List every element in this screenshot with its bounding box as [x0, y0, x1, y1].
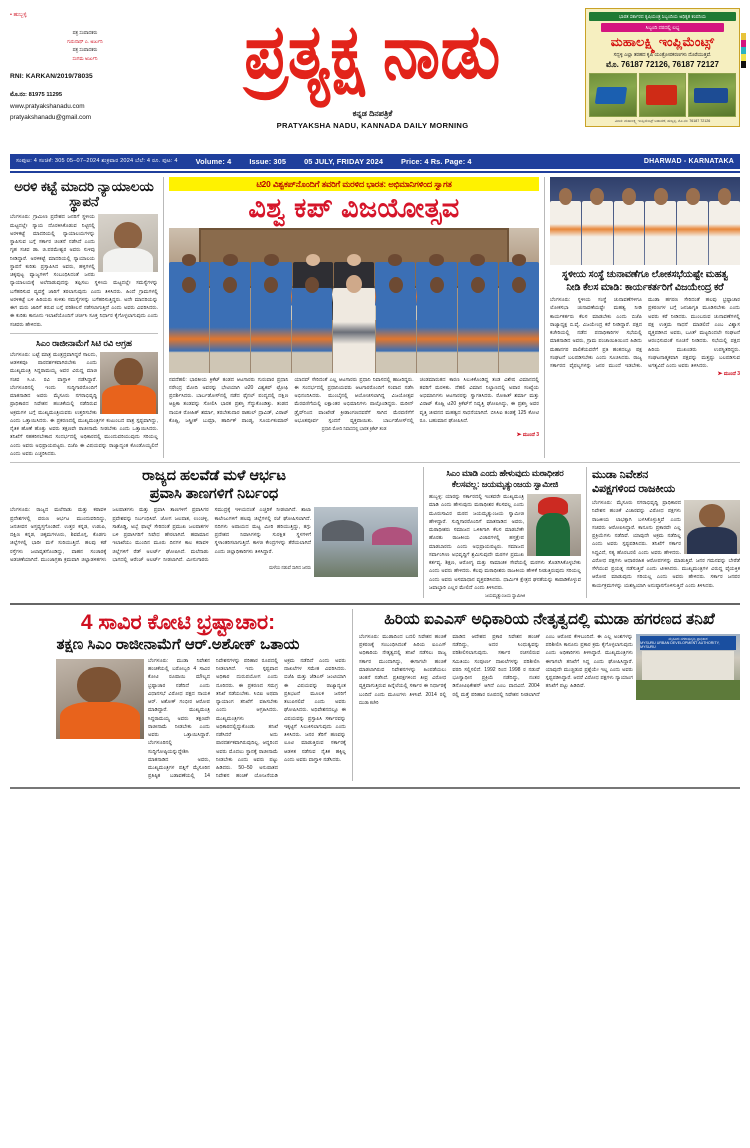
photo-ct-ravi — [100, 352, 158, 414]
photo-muda-office — [636, 634, 740, 700]
article-headline: ಸಿಎಂ ರಾಜೀನಾಮೆಗೆ ಸಿಟಿ ರವಿ ಆಗ್ರಹ — [36, 337, 132, 348]
article-kicker: ಟಿ20 ವಿಶ್ವಕಪ್‌ನೊಂದಿಗೆ ತವರಿಗೆ ಮರಳಿದ ಭಾರತ: ಅಭಿಮಾನಿಗಳಿಂದ ಸ್ವಾಗತ — [169, 177, 539, 191]
article-rain[interactable] — [10, 467, 418, 598]
article-headline-line1: ರಾಜ್ಯದ ಹಲವೆಡೆ ಮಳೆ ಆರ್ಭಟ — [142, 468, 286, 485]
photo-parameshwara — [98, 214, 158, 272]
article-headline: ಹಿರಿಯ ಐಎಎಸ್ ಅಧಿಕಾರಿಯ ನೇತೃತ್ವದಲ್ಲಿ ಮುಡಾ ಹಗರಣದ ತನಿಖೆ — [384, 611, 715, 629]
article-headline-line2: ಕೆಲಸವಲ್ಲ: ಜಯಮೃತ್ಯುಂಜಯ ಸ್ವಾಮೀಜಿ — [451, 479, 559, 490]
info-price: Price: 4 Rs. Page: 4 — [401, 157, 472, 166]
info-date: 05 JULY, FRIDAY 2024 — [304, 157, 384, 166]
masthead-advertisement — [585, 8, 740, 127]
credit-line-2: ಗುರುನಾಥ್ ಎ. ಅರ್ಜುನಿ — [67, 38, 103, 44]
ad-banner-line-1: ಭಾರತ ಸರ್ಕಾರದ ಕೃಷಿಯಂತ್ರ ಸಿಬ್ಬಂದಿಯ ಅಧಿಕೃತ ಕಂಪನಿಯ — [589, 12, 736, 21]
article-headline-line2: ಪ್ರವಾಸಿ ತಾಣಗಳಿಗೆ ನಿರ್ಬಂಧ — [149, 486, 279, 503]
credit-line-1: ಪತ್ರ ಸಂಪಾದಕರು — [72, 30, 98, 35]
photo-caption: ಮುಡಾ ಕಚೇರಿ — [359, 699, 379, 705]
article-swamiji[interactable] — [423, 467, 581, 598]
muda-sign-kannada: ಮೈಸೂರು ನಗರಾಭಿವೃದ್ಧಿ ಪ್ರಾಧಿಕಾರ — [668, 636, 708, 641]
bottom-section — [10, 609, 740, 781]
newspaper-logo: ಪ್ರತ್ಯಕ್ಷ ನಾಡು — [244, 10, 501, 95]
article-headline-line1: ಸ್ಥಳೀಯ ಸಂಸ್ಥೆ ಚುನಾವಣೆಗೂ ಲೋಕಸಭೆಯಷ್ಟೇ ಮಹತ್ವ — [562, 268, 728, 280]
article-headline-line2: ವಿಪಕ್ಷಗಳಿಂದ ರಾಜಕೀಯ — [592, 483, 676, 496]
ad-banner-line-2: ಸಿಬ್ಬಂದಿ ದರದಲ್ಲಿ ಲಭ್ಯ — [601, 23, 724, 32]
masthead-contact — [10, 90, 160, 124]
article-world-cup[interactable] — [169, 177, 539, 439]
article-body: ಬೆಂಗಳೂರು: ರಾಜ್ಯದ ಮಲೆನಾಡು ಮತ್ತು ಕರಾವಳಿ ಪ್ರದೇಶಗಳಲ್ಲಿ ವರುಣ ಆರ್ಭಟ ಮುಂದುವರಿದಿದ್ದು, ಜನಜೀವನ ಅಸ್ತವ್ಯಸ್ತಗೊಂಡಿದೆ. ಉತ್ತರ ಕನ್ನಡ, ಉಡುಪಿ, ದಕ್ಷಿಣ ಕನ್ನಡ, ಚಿಕ್ಕಮಗಳೂರು, ಶಿವಮೊಗ್ಗ, ಕೊಡಗು ಜಿಲ್ಲೆಗಳಲ್ಲಿ ಭಾರೀ ಮಳೆ ಸುರಿಯುತ್ತಿದೆ. ಹಲವು ಕಡೆ ರಸ್ತೆಗಳು ಜಲಾವೃತಗೊಂಡಿದ್ದು, ವಾಹನ ಸಂಚಾರಕ್ಕೆ ಅಡಚಣೆಯಾಗಿದೆ. ಮುಂಜಾಗ್ರತಾ ಕ್ರಮವಾಗಿ ಜಿಲ್ಲಾಡಳಿತಗಳು ಜಲಪಾತಗಳು ಮತ್ತು ಪ್ರವಾಸಿ ತಾಣಗಳಿಗೆ ಪ್ರವಾಸಿಗರ ಪ್ರವೇಶವನ್ನು ನಿರ್ಬಂಧಿಸಿವೆ. ಜೋಗ ಜಲಪಾತ, ಉಂಚಳ್ಳಿ, ಸಾತೊಡ್ಡಿ, ಅಬ್ಬೆ ಫಾಲ್ಸ್ ಸೇರಿದಂತೆ ಪ್ರಮುಖ ಜಲಪಾತಗಳ ಬಳಿ ಪ್ರವಾಸಿಗರಿಗೆ ನಿಷೇಧ ಹೇರಲಾಗಿದೆ. ಹವಾಮಾನ ಇಲಾಖೆಯು ಮುಂದಿನ ಮೂರು ದಿನಗಳ ಕಾಲ ಕರಾವಳಿ ಜಿಲ್ಲೆಗಳಿಗೆ ರೆಡ್ ಅಲರ್ಟ್ ಘೋಷಿಸಿದೆ. ಮಲೆನಾಡು ಭಾಗದಲ್ಲಿ ಆರೆಂಜ್ ಅಲರ್ಟ್ ನೀಡಲಾಗಿದೆ. ಮೀನುಗಾರರು ಸಮುದ್ರಕ್ಕೆ ಇಳಿಯದಂತೆ ಎಚ್ಚರಿಕೆ ನೀಡಲಾಗಿದೆ. ಶಾಲಾ ಕಾಲೇಜುಗಳಿಗೆ ಹಲವು ಜಿಲ್ಲೆಗಳಲ್ಲಿ ರಜೆ ಘೋಷಿಸಲಾಗಿದೆ. ನದಿಗಳು ಅಪಾಯದ ಮಟ್ಟ ಮೀರಿ ಹರಿಯುತ್ತಿದ್ದು, ತಗ್ಗು ಪ್ರದೇಶದ ನಿವಾಸಿಗಳನ್ನು ಸುರಕ್ಷಿತ ಸ್ಥಳಗಳಿಗೆ ಸ್ಥಳಾಂತರಿಸಲಾಗುತ್ತಿದೆ. ಕಾಳಜಿ ಕೇಂದ್ರಗಳನ್ನು ತೆರೆಯಲಾಗಿದೆ ಎಂದು ಜಿಲ್ಲಾಧಿಕಾರಿಗಳು ತಿಳಿಸಿದ್ದಾರೆ. — [10, 507, 311, 563]
print-color-bars — [741, 33, 746, 68]
photo-minister — [684, 500, 740, 554]
photo-caption: ಪ್ರಧಾನಿ ಮೋದಿ ನಿವಾಸದಲ್ಲಿ ಭಾರತ ಕ್ರಿಕೆಟ್ ತಂಡ — [321, 426, 387, 432]
masthead-credits — [10, 29, 160, 64]
article-body: ಬೆಂಗಳೂರು: ಬಟ್ಟೆ ಮಾತ್ರ ಮಂತ್ರದ್ರವಾಗಿದ್ದರೆ ಸಾಲದು, ಆಡಳಿತವೂ ಪಾರದರ್ಶಕವಾಗಿರಬೇಕು ಎಂದು ಮುಖ್ಯಮಂತ್ರಿ ಸಿದ್ದರಾಮಯ್ಯ ಅವರ ವಿರುದ್ಧ ಮಾಜಿ ಸಚಿವ ಸಿ.ಟಿ. ರವಿ ವಾಗ್ದಾಳಿ ನಡೆಸಿದ್ದಾರೆ. ಬೆಂಗಳೂರಿನಲ್ಲಿ ಇಂದು ಸುದ್ದಿಗಾರರೊಂದಿಗೆ ಮಾತನಾಡಿದ ಅವರು ಮೈಸೂರು ನಗರಾಭಿವೃದ್ಧಿ ಪ್ರಾಧಿಕಾರದ ನಿವೇಶನ ಹಂಚಿಕೆಯಲ್ಲಿ ನಡೆದಿರುವ ಅಕ್ರಮಗಳ ಬಗ್ಗೆ ಮುಖ್ಯಮಂತ್ರಿಯವರು ಉತ್ತರಿಸಬೇಕು ಎಂದು ಒತ್ತಾಯಿಸಿದರು. ಈ ಪ್ರಕರಣದಲ್ಲಿ ಮುಖ್ಯಮಂತ್ರಿಗಳ ಕುಟುಂಬದ ಪಾತ್ರ ಸ್ಪಷ್ಟವಾಗಿದ್ದು, ನೈತಿಕ ಹೊಣೆ ಹೊತ್ತು ಅವರು ತಕ್ಷಣವೇ ರಾಜೀನಾಮೆ ನೀಡಬೇಕು ಎಂದು ಒತ್ತಾಯಿಸಿದರು. ತನಿಖೆಗೆ ಸಹಕರಿಸಬೇಕಾದ ಸಂದರ್ಭದಲ್ಲಿ ಅಧಿಕಾರದಲ್ಲಿ ಮುಂದುವರಿಯುವುದು ಸರಿಯಲ್ಲ ಎಂದು ಅವರು ಅಭಿಪ್ರಾಯಪಟ್ಟರು. ಬಿಜೆಪಿ ಈ ವಿಷಯವನ್ನು ರಾಜ್ಯಾದ್ಯಂತ ಕೊಂಡೊಯ್ಯಲಿದೆ ಎಂದು ಅವರು ಎಚ್ಚರಿಸಿದರು. — [10, 351, 158, 457]
photo-team-with-pm — [169, 228, 539, 373]
main-column — [163, 177, 539, 459]
article-ct-ravi[interactable] — [10, 338, 158, 458]
photo-row-front — [169, 288, 539, 372]
masthead — [0, 0, 750, 150]
article-muda-politics[interactable] — [586, 467, 740, 598]
article-ashok-corruption[interactable] — [10, 609, 346, 781]
ad-subtitle: ಸದ್ಬಳ್ಳಿ ಎಲ್ಲಾ ತರಹದ ಕೃಷಿ ಯಂತ್ರೋಪಕರಣಗಳು ದೊರೆಯುತ್ತವೆ. — [613, 53, 712, 58]
article-arali-katte[interactable] — [10, 179, 158, 329]
ad-image-rotavator — [639, 73, 687, 117]
photo-leaders-row — [550, 201, 740, 264]
continue-marker[interactable]: ➤ ಮುಂದೆ 3 — [717, 371, 740, 378]
article-body: ಬೆಂಗಳೂರು: ಸ್ಥಳೀಯ ಸಂಸ್ಥೆ ಚುನಾವಣೆಗಳಿಗೂ ಲೋಕಸಭಾ ಚುನಾವಣೆಯಷ್ಟೇ ಮಹತ್ವ ನೀಡಿ ಕಾರ್ಯಕರ್ತರು ಕೆಲಸ ಮಾಡಬೇಕು ಎಂದು ಬಿಜೆಪಿ ರಾಜ್ಯಾಧ್ಯಕ್ಷ ಬಿ.ವೈ. ವಿಜಯೇಂದ್ರ ಕರೆ ನೀಡಿದ್ದಾರೆ. ಪಕ್ಷದ ಕಚೇರಿಯಲ್ಲಿ ನಡೆದ ಪದಾಧಿಕಾರಿಗಳ ಸಭೆಯಲ್ಲಿ ಮಾತನಾಡಿದ ಅವರು, ಗ್ರಾಮ ಪಂಚಾಯಿತಿಯಿಂದ ಹಿಡಿದು ಮಹಾನಗರ ಪಾಲಿಕೆಯವರೆಗೆ ಪ್ರತಿ ಹಂತದಲ್ಲೂ ಪಕ್ಷ ಸಂಘಟನೆ ಬಲಪಡಿಸಬೇಕು ಎಂದು ಸೂಚಿಸಿದರು. ರಾಜ್ಯ ಸರ್ಕಾರದ ವೈಫಲ್ಯಗಳನ್ನು ಜನರ ಮುಂದೆ ಇಡಬೇಕು. ಮುಡಾ ಹಗರಣ ಸೇರಿದಂತೆ ಹಲವು ಭ್ರಷ್ಟಾಚಾರ ಪ್ರಕರಣಗಳ ಬಗ್ಗೆ ಜನಜಾಗೃತಿ ಮೂಡಿಸಬೇಕು ಎಂದು ಅವರು ಕರೆ ನೀಡಿದರು. ಮುಂಬರುವ ಚುನಾವಣೆಗಳಲ್ಲಿ ಪಕ್ಷ ಉತ್ತಮ ಸಾಧನೆ ಮಾಡಲಿದೆ ಎಂಬ ವಿಶ್ವಾಸ ವ್ಯಕ್ತಪಡಿಸಿದ ಅವರು, ಬೂತ್ ಮಟ್ಟದಿಂದಲೇ ಸಂಘಟನೆ ಆರಂಭಿಸುವಂತೆ ಸೂಚನೆ ನೀಡಿದರು. ಸಭೆಯಲ್ಲಿ ಪಕ್ಷದ ಹಿರಿಯ ಮುಖಂಡರು ಉಪಸ್ಥಿತರಿದ್ದರು. ಸಂಘಟನಾತ್ಮಕವಾಗಿ ಪಕ್ಷವನ್ನು ಮತ್ತಷ್ಟು ಬಲಪಡಿಸುವ ಅಗತ್ಯವಿದೆ ಎಂದು ಅವರು ತಿಳಿಸಿದರು. — [550, 297, 740, 370]
page-footer-rule — [10, 787, 740, 789]
photo-r-ashok — [56, 659, 144, 739]
credit-line-4: ಸಂಗಮ ಅರ್ಜುನಿ — [72, 56, 98, 62]
ad-image-trailer — [688, 73, 736, 117]
info-issue: Issue: 305 — [249, 157, 287, 166]
contact-website[interactable]: www.pratyakshanadu.com — [10, 102, 85, 110]
article-vijayendra[interactable] — [550, 269, 740, 378]
contact-phone: ಮೊ.ನಂ: 81975 11295 — [10, 91, 63, 98]
rni-number: RNI: KARKAN/2019/78035 — [10, 72, 93, 80]
muda-signboard — [640, 636, 736, 649]
article-muda-probe[interactable] — [352, 609, 740, 781]
ad-product-images — [589, 73, 736, 117]
main-headline: ವಿಶ್ವ ಕಪ್ ವಿಜಯೋತ್ಸವ — [248, 192, 460, 223]
article-headline-line2: ನೀಡಿ ಕೆಲಸ ಮಾಡಿ: ಕಾರ್ಯಕರ್ತರಿಗೆ ವಿಜಯೇಂದ್ರ ಕರೆ — [566, 281, 724, 293]
ad-title: ಮಹಾಲಕ್ಷ್ಮಿ ಇಂಪ್ಲಿಮೆಂಟ್ಸ್ — [610, 35, 715, 49]
article-headline-red: 4 ಸಾವಿರ ಕೋಟಿ ಭ್ರಷ್ಟಾಚಾರ: — [80, 611, 276, 635]
page-content — [0, 173, 750, 781]
ad-image-plough — [589, 73, 637, 117]
ad-footer-address: ವಿಳಾಸ: ಮಹಾಲಕ್ಷ್ಮಿ ಇಂಪ್ಲಿಮೆಂಟ್ಸ್ ಬಡಾವಣೆ, ಹುಬ್ಬಳ್ಳಿ, ಮೊ.ನಂ: 76187 72126 — [614, 119, 711, 123]
photo-bjp-leaders — [550, 177, 740, 265]
ad-phone: ಮೊ. 76187 72126, 76187 72127 — [606, 60, 719, 69]
article-headline: ಅರಳಿ ಕಟ್ಟೆ ಮಾದರಿ ನ್ಯಾಯಾಲಯ ಸ್ಥಾಪನೆ — [14, 178, 154, 210]
top-bottom-divider — [10, 462, 740, 463]
article-body: ಬೆಂಗಳೂರು: ಗ್ರಾಮೀಣ ಪ್ರದೇಶದ ಜನರಿಗೆ ಸ್ಥಳೀಯ ಮಟ್ಟದಲ್ಲೇ ನ್ಯಾಯ ದೊರಕಿಸಿಕೊಡುವ ನಿಟ್ಟಿನಲ್ಲಿ ಅರಳಿಕಟ್ಟೆ ಮಾದರಿಯಲ್ಲಿ ನ್ಯಾಯಾಲಯಗಳನ್ನು ಸ್ಥಾಪಿಸುವ ಬಗ್ಗೆ ಸರ್ಕಾರ ಚಿಂತನೆ ನಡೆಸಿದೆ ಎಂದು ಗೃಹ ಸಚಿವ ಡಾ. ಜಿ.ಪರಮೇಶ್ವರ ಅವರು ಸುಳಿವು ನೀಡಿದ್ದಾರೆ. ಅರಳಿಕಟ್ಟೆ ಮಾದರಿಯಲ್ಲಿ ನ್ಯಾಯಾಲಯ ಸ್ಥಾಪನೆ ಕುರಿತು ಪ್ರಸ್ತಾಪಿಸಿದ ಅವರು, ಹಳ್ಳಿಗಳಲ್ಲಿ ಚಿಕ್ಕಪುಟ್ಟ ವ್ಯಾಜ್ಯಗಳಿಗೆ ಸಂಬಂಧಿಸಿದಂತೆ ಜನರು ನ್ಯಾಯಾಲಯಕ್ಕೆ ಅಲೆದಾಡುವುದನ್ನು ತಪ್ಪಿಸಲು ಸ್ಥಳೀಯ ಮಟ್ಟದಲ್ಲೇ ಸಮಸ್ಯೆಗಳನ್ನು ಬಗೆಹರಿಸುವ ವ್ಯವಸ್ಥೆ ಜಾರಿಗೆ ತರಲಾಗುವುದು ಎಂದು ತಿಳಿಸಿದರು. ಹಿಂದೆ ಗ್ರಾಮಗಳಲ್ಲಿ ಅರಳಿಕಟ್ಟೆ ಬಳಿ ಹಿರಿಯರು ಕುಳಿತು ಸಮಸ್ಯೆಗಳನ್ನು ಬಗೆಹರಿಸುತ್ತಿದ್ದರು. ಅದೇ ಮಾದರಿಯನ್ನು ಈಗ ಮರು ಜಾರಿಗೆ ತರುವ ಬಗ್ಗೆ ಪರಿಶೀಲನೆ ನಡೆಸಲಾಗುತ್ತಿದೆ ಎಂದು ಅವರು ವಿವರಿಸಿದರು. ಈ ಕುರಿತು ಕಾನೂನು ಇಲಾಖೆಯೊಂದಿಗೆ ಚರ್ಚಿಸಿ ಸೂಕ್ತ ನಿರ್ಧಾರ ಕೈಗೊಳ್ಳಲಾಗುವುದು ಎಂದು ಸಚಿವರು ಹೇಳಿದರು. — [10, 214, 158, 328]
muda-sign-english: MYSURU URBAN DEVELOPMENT AUTHORITY, MYSURU — [640, 640, 720, 650]
article-body: ನವದೆಹಲಿ: ಭಾರತೀಯ ಕ್ರಿಕೆಟ್ ತಂಡದ ಆಟಗಾರರು ಗುರುವಾರ ಪ್ರಧಾನಿ ನರೇಂದ್ರ ಮೋದಿ ಅವರನ್ನು ಭೇಟಿಯಾಗಿ ಟಿ20 ವಿಶ್ವಕಪ್ ಟ್ರೋಫಿ ಪ್ರದರ್ಶಿಸಿದರು. ಬಾರ್ಬಡೋಸ್‌ನಲ್ಲಿ ನಡೆದ ಫೈನಲ್ ಪಂದ್ಯದಲ್ಲಿ ದಕ್ಷಿಣ ಆಫ್ರಿಕಾ ತಂಡವನ್ನು ಸೋಲಿಸಿ ಭಾರತ ಪ್ರಶಸ್ತಿ ಗೆದ್ದುಕೊಂಡಿತ್ತು. ತಂಡದ ನಾಯಕ ರೋಹಿತ್ ಶರ್ಮಾ, ತರಬೇತುದಾರ ರಾಹುಲ್ ದ್ರಾವಿಡ್, ವಿರಾಟ್ ಕೊಹ್ಲಿ, ಜಸ್ಪ್ರೀತ್ ಬುಮ್ರಾ, ಹಾರ್ದಿಕ್ ಪಾಂಡ್ಯ, ಸೂರ್ಯಕುಮಾರ್ ಯಾದವ್ ಸೇರಿದಂತೆ ಎಲ್ಲ ಆಟಗಾರರು ಪ್ರಧಾನಿ ನಿವಾಸದಲ್ಲಿ ಹಾಜರಿದ್ದರು. ಈ ಸಂದರ್ಭದಲ್ಲಿ ಪ್ರಧಾನಿಯವರು ಆಟಗಾರರೊಂದಿಗೆ ಸಂವಾದ ನಡೆಸಿ ಅಭಿನಂದಿಸಿದರು. ಮುಂಬೈನಲ್ಲಿ ಆಯೋಜಿಸಲಾಗಿದ್ದ ವಿಜಯೋತ್ಸವ ಮೆರವಣಿಗೆಯಲ್ಲಿ ಲಕ್ಷಾಂತರ ಅಭಿಮಾನಿಗಳು ಪಾಲ್ಗೊಂಡಿದ್ದರು. ಮರೀನ್ ಡ್ರೈವ್‌ನಿಂದ ವಾಂಖೇಡೆ ಕ್ರೀಡಾಂಗಣದವರೆಗೆ ಸಾಗಿದ ಮೆರವಣಿಗೆಗೆ ಅಭೂತಪೂರ್ವ ಸ್ಪಂದನೆ ವ್ಯಕ್ತವಾಯಿತು. ಬಾರ್ಬಡೋಸ್‌ನಲ್ಲಿ ಚಂಡಮಾರುತದ ಕಾರಣ ಸಿಲುಕಿಕೊಂಡಿದ್ದ ತಂಡ ವಿಶೇಷ ವಿಮಾನದಲ್ಲಿ ತವರಿಗೆ ಮರಳಿತು. ದೆಹಲಿ ವಿಮಾನ ನಿಲ್ದಾಣದಲ್ಲಿ ಅಪಾರ ಸಂಖ್ಯೆಯ ಅಭಿಮಾನಿಗಳು ಆಟಗಾರರನ್ನು ಸ್ವಾಗತಿಸಿದರು. ರೋಹಿತ್ ಶರ್ಮಾ ಮತ್ತು ವಿರಾಟ್ ಕೊಹ್ಲಿ ಟಿ20 ಕ್ರಿಕೆಟ್‌ಗೆ ನಿವೃತ್ತಿ ಘೋಷಿಸಿದ್ದು, ಈ ಪ್ರಶಸ್ತಿ ಅವರ ವೃತ್ತಿ ಜೀವನದ ಮಹತ್ವದ ಸಾಧನೆಯಾಗಿದೆ. ಬಿಸಿಸಿಐ ತಂಡಕ್ಕೆ 125 ಕೋಟಿ ರೂ. ಬಹುಮಾನ ಘೋಷಿಸಿದೆ. — [169, 376, 539, 424]
article-body: ಬೆಂಗಳೂರು: ಮೈಸೂರು ನಗರಾಭಿವೃದ್ಧಿ ಪ್ರಾಧಿಕಾರದ ನಿವೇಶನ ಹಂಚಿಕೆ ವಿಚಾರವನ್ನು ವಿರೋಧ ಪಕ್ಷಗಳು ರಾಜಕೀಯ ಲಾಭಕ್ಕಾಗಿ ಬಳಸಿಕೊಳ್ಳುತ್ತಿವೆ ಎಂದು ಸಚಿವರು ಆರೋಪಿಸಿದ್ದಾರೆ. ಕಾನೂನು ಪ್ರಕಾರವೇ ಎಲ್ಲ ಪ್ರಕ್ರಿಯೆಗಳು ನಡೆದಿವೆ. ಯಾವುದೇ ಅಕ್ರಮ ನಡೆದಿಲ್ಲ ಎಂದು ಅವರು ಸ್ಪಷ್ಟಪಡಿಸಿದರು. ತನಿಖೆಗೆ ಸರ್ಕಾರ ಸಿದ್ಧವಿದೆ, ಸತ್ಯ ಹೊರಬರಲಿ ಎಂದು ಅವರು ಹೇಳಿದರು. ವಿರೋಧ ಪಕ್ಷಗಳು ಆಧಾರರಹಿತ ಆರೋಪಗಳನ್ನು ಮಾಡುತ್ತಿವೆ. ಜನರ ಗಮನವನ್ನು ಬೇರೆಡೆ ಸೆಳೆಯುವ ಪ್ರಯತ್ನ ನಡೆಸುತ್ತಿವೆ ಎಂದು ಟೀಕಿಸಿದರು. ಮುಖ್ಯಮಂತ್ರಿಗಳ ವಿರುದ್ಧ ವೈಯಕ್ತಿಕ ಆರೋಪ ಮಾಡುವುದು ಸರಿಯಲ್ಲ ಎಂದು ಅವರು ಹೇಳಿದರು. ಸರ್ಕಾರ ಜನಪರ ಕಾರ್ಯಕ್ರಮಗಳನ್ನು ಯಶಸ್ವಿಯಾಗಿ ಅನುಷ್ಠಾನಗೊಳಿಸುತ್ತಿದೆ ಎಂದು ತಿಳಿಸಿದರು. — [592, 500, 740, 589]
left-column — [10, 177, 158, 459]
article-body: ಹುಬ್ಬಳ್ಳಿ: ಯಾರನ್ನು ಸರ್ಕಾರದಲ್ಲಿ ಇಂತವರೇ ಮುಖ್ಯಮಂತ್ರಿ ಮಾಡಿ ಎಂದು ಹೇಳುವುದು ಮಠಾಧೀಶರ ಕೆಲಸವಲ್ಲ ಎಂದು ಮೂರುಸಾವಿರ ಮಠದ ಜಯಮೃತ್ಯುಂಜಯ ಸ್ವಾಮೀಜಿ ಹೇಳಿದ್ದಾರೆ. ಸುದ್ದಿಗಾರರೊಂದಿಗೆ ಮಾತನಾಡಿದ ಅವರು, ಮಠಾಧೀಶರು ಸಮಾಜದ ಒಳಿತಿಗಾಗಿ ಕೆಲಸ ಮಾಡಬೇಕೇ ಹೊರತು ರಾಜಕೀಯ ವಿಚಾರಗಳಲ್ಲಿ ಹಸ್ತಕ್ಷೇಪ ಮಾಡಬಾರದು ಎಂದು ಅಭಿಪ್ರಾಯಪಟ್ಟರು. ಸಮಾಜದ ಸರ್ವಾಂಗೀಣ ಅಭಿವೃದ್ಧಿಗೆ ಶ್ರಮಿಸುವುದೇ ಮಠಗಳ ಪ್ರಮುಖ ಕರ್ತವ್ಯ. ಶಿಕ್ಷಣ, ಆರೋಗ್ಯ ಮತ್ತು ಸಾಮಾಜಿಕ ಸೇವೆಯಲ್ಲಿ ಮಠಗಳು ತೊಡಗಿಸಿಕೊಳ್ಳಬೇಕು ಎಂದು ಅವರು ಹೇಳಿದರು. ಕೆಲವು ಮಠಾಧೀಶರು ರಾಜಕೀಯ ಹೇಳಿಕೆ ನೀಡುತ್ತಿರುವುದು ಸರಿಯಲ್ಲ ಎಂದು ಅವರು ಅಸಮಾಧಾನ ವ್ಯಕ್ತಪಡಿಸಿದರು. ಧಾರ್ಮಿಕ ಕ್ಷೇತ್ರದ ಘನತೆಯನ್ನು ಕಾಪಾಡಿಕೊಳ್ಳುವ ಜವಾಬ್ದಾರಿ ಎಲ್ಲರ ಮೇಲಿದೆ ಎಂದು ತಿಳಿಸಿದರು. — [429, 494, 581, 591]
masthead-logo-area — [160, 8, 585, 130]
top-section — [10, 177, 740, 459]
right-column — [544, 177, 740, 459]
tagline-english: PRATYAKSHA NADU, KANNADA DAILY MORNING — [276, 121, 469, 131]
mid-bottom-divider — [10, 603, 740, 605]
contact-email[interactable]: pratyakshanadu@gmail.com — [10, 114, 92, 122]
tagline-kannada: ಕನ್ನಡ ದಿನಪತ್ರಿಕೆ — [352, 109, 393, 119]
article-body: ಬೆಂಗಳೂರು: ಮುಡಾದಿಂದ ಬದಲಿ ನಿವೇಶನ ಹಂಚಿಕೆ ಪ್ರಕರಣಕ್ಕೆ ಸಂಬಂಧಿಸಿದಂತೆ ಹಿರಿಯ ಐಎಎಸ್ ಅಧಿಕಾರಿಯ ನೇತೃತ್ವದಲ್ಲಿ ತನಿಖೆ ನಡೆಸಲು ರಾಜ್ಯ ಸರ್ಕಾರ ಮುಂದಾಗಿದ್ದು, ಈಗಾಗಲೇ ಹಂಚಿಕೆ ಮಾಡಲಾಗಿರುವ ನಿವೇಶನಗಳನ್ನು ಹಿಂಪಡೆಯಲು ಚಿಂತನೆ ನಡೆಸಿದೆ. ಪ್ರತಿಪಕ್ಷಗಳಿಂದ ತೀವ್ರ ವಿರೋಧ ವ್ಯಕ್ತವಾಗುತ್ತಿರುವ ಹಿನ್ನೆಲೆಯಲ್ಲಿ ಸರ್ಕಾರ ಈ ನಿರ್ಧಾರಕ್ಕೆ ಬಂದಿದೆ ಎಂದು ಮೂಲಗಳು ತಿಳಿಸಿವೆ. 2014 ರಲ್ಲಿ ಮಾಡಿದ ಆದೇಶದ ಪ್ರಕಾರ ನಿವೇಶನ ಹಂಚಿಕೆ ನಡೆದಿದ್ದು, ಅದರ ಸಿಂಧುತ್ವವನ್ನು ಪರಿಶೀಲಿಸಲಾಗುವುದು. ಸರ್ಕಾರ ರಚಿಸಲಿರುವ ಸಮಿತಿಯು ಸಂಪೂರ್ಣ ದಾಖಲೆಗಳನ್ನು ಪರಿಶೀಲಿಸಿ ವರದಿ ಸಲ್ಲಿಸಲಿದೆ. 1992 ರಿಂದ 1998 ರ ನಡುವೆ ಭೂಸ್ವಾಧೀನ ಪ್ರಕ್ರಿಯೆ ನಡೆದಿದ್ದು, ನಂತರ ಡಿನೋಟಿಫಿಕೇಶನ್ ಆಗಿದೆ ಎಂಬ ವಾದವಿದೆ. 2004 ರಲ್ಲಿ ಮತ್ತೆ ಪರಿಹಾರ ರೂಪದಲ್ಲಿ ನಿವೇಶನ ನೀಡಲಾಗಿದೆ ಎಂಬ ಆರೋಪ ಕೇಳಿಬಂದಿದೆ. ಈ ಎಲ್ಲ ಅಂಶಗಳನ್ನು ಪರಿಶೀಲಿಸಿ ಕಾನೂನು ಪ್ರಕಾರ ಕ್ರಮ ಕೈಗೊಳ್ಳಲಾಗುವುದು ಎಂದು ಅಧಿಕಾರಿಗಳು ತಿಳಿಸಿದ್ದಾರೆ. ಮುಖ್ಯಮಂತ್ರಿಗಳು ಈಗಾಗಲೇ ತನಿಖೆಗೆ ಸಿದ್ಧ ಎಂದು ಘೋಷಿಸಿದ್ದಾರೆ. ಯಾವುದೇ ಮುಚ್ಚಿಡುವ ಪ್ರಶ್ನೆಯೇ ಇಲ್ಲ ಎಂದು ಅವರು ಸ್ಪಷ್ಟಪಡಿಸಿದ್ದಾರೆ. ಆದರೆ ವಿರೋಧ ಪಕ್ಷಗಳು ನ್ಯಾಯಾಂಗ ತನಿಖೆಗೆ ಪಟ್ಟು ಹಿಡಿದಿವೆ. — [359, 633, 633, 698]
section-divider — [10, 333, 158, 334]
continue-marker[interactable]: ➤ ಮುಂದೆ 3 — [516, 432, 539, 439]
photo-caption: ಮಳೆಯ ನಡುವೆ ಸಾಗಿದ ಜನರು — [269, 565, 311, 571]
article-body: ಬೆಂಗಳೂರು: ಮುಡಾ ನಿವೇಶನ ಹಂಚಿಕೆಯಲ್ಲಿ ಬರೋಬ್ಬರಿ 4 ಸಾವಿರ ಕೋಟಿ ರೂಪಾಯಿ ಮೌಲ್ಯದ ಭ್ರಷ್ಟಾಚಾರ ನಡೆದಿದೆ ಎಂದು ವಿಧಾನಸಭೆ ವಿರೋಧ ಪಕ್ಷದ ನಾಯಕ ಆರ್. ಅಶೋಕ್ ಗಂಭೀರ ಆರೋಪ ಮಾಡಿದ್ದಾರೆ. ಮುಖ್ಯಮಂತ್ರಿ ಸಿದ್ದರಾಮಯ್ಯ ಅವರು ತಕ್ಷಣವೇ ರಾಜೀನಾಮೆ ನೀಡಬೇಕು ಎಂದು ಅವರು ಒತ್ತಾಯಿಸಿದ್ದಾರೆ. ಬೆಂಗಳೂರಿನಲ್ಲಿ ಸುದ್ದಿಗೋಷ್ಠಿಯನ್ನುದ್ದೇಶಿಸಿ ಮಾತನಾಡಿದ ಅವರು, ಮುಖ್ಯಮಂತ್ರಿಗಳ ಪತ್ನಿಗೆ ಮೈಸೂರಿನ ಪ್ರತಿಷ್ಠಿತ ಬಡಾವಣೆಯಲ್ಲಿ 14 ನಿವೇಶನಗಳನ್ನು ಪರಿಹಾರ ರೂಪದಲ್ಲಿ ನೀಡಲಾಗಿದೆ. ಇದು ಸ್ಪಷ್ಟವಾದ ಅಧಿಕಾರ ದುರುಪಯೋಗ ಎಂದು ದೂರಿದರು. ಈ ಪ್ರಕರಣದ ಸಮಗ್ರ ತನಿಖೆ ನಡೆಯಬೇಕು. ಸಿಬಿಐ ಅಥವಾ ನ್ಯಾಯಾಂಗ ತನಿಖೆಗೆ ವಹಿಸಬೇಕು ಎಂದು ಆಗ್ರಹಿಸಿದರು. ಮುಖ್ಯಮಂತ್ರಿಗಳು ಅಧಿಕಾರದಲ್ಲಿದ್ದುಕೊಂಡು ತನಿಖೆ ನಡೆಸಿದರೆ ಅದು ಪಾರದರ್ಶಕವಾಗಿರುವುದಿಲ್ಲ. ಆದ್ದರಿಂದ ಅವರು ಮೊದಲು ಸ್ಥಾನಕ್ಕೆ ರಾಜೀನಾಮೆ ನೀಡಬೇಕು ಎಂದು ಅವರು ಪಟ್ಟು ಹಿಡಿದರು. 50–50 ಅನುಪಾತದ ನಿವೇಶನ ಹಂಚಿಕೆ ಯೋಜನೆಯಡಿ ಅಕ್ರಮ ನಡೆದಿದೆ ಎಂದು ಅವರು ದಾಖಲೆಗಳ ಸಮೇತ ವಿವರಿಸಿದರು. ಬಿಜೆಪಿ ಮತ್ತು ಜೆಡಿಎಸ್ ಜಂಟಿಯಾಗಿ ಈ ವಿಷಯವನ್ನು ರಾಜ್ಯಾದ್ಯಂತ ಪ್ರತಿಭಟನೆ ಮೂಲಕ ಜನರಿಗೆ ತಲುಪಿಸಲಿವೆ ಎಂದು ಅವರು ಘೋಷಿಸಿದರು. ಅಧಿವೇಶನದಲ್ಲೂ ಈ ವಿಷಯವನ್ನು ಪ್ರಸ್ತಾಪಿಸಿ ಸರ್ಕಾರವನ್ನು ಇಕ್ಕಟ್ಟಿಗೆ ಸಿಲುಕಿಸಲಾಗುವುದು ಎಂದು ತಿಳಿಸಿದರು. ಜನರ ತೆರಿಗೆ ಹಣವನ್ನು ಲೂಟಿ ಮಾಡುತ್ತಿರುವ ಸರ್ಕಾರಕ್ಕೆ ಆಡಳಿತ ನಡೆಸುವ ನೈತಿಕ ಹಕ್ಕಿಲ್ಲ ಎಂದು ಅವರು ವಾಗ್ದಾಳಿ ನಡೆಸಿದರು. — [148, 657, 346, 780]
article-headline-black: ತಕ್ಷಣ ಸಿಎಂ ರಾಜೀನಾಮೆಗೆ ಆರ್.ಅಶೋಕ್ ಒತಾಯ — [56, 635, 300, 653]
article-headline-line1: ಸಿಎಂ ಮಾಡಿ ಎಂದು ಹೇಳುವುದು ಮಠಾಧೀಶರ — [446, 468, 564, 479]
photo-rain-umbrellas — [314, 507, 418, 577]
photo-swamiji — [527, 494, 581, 556]
info-region: DHARWAD - KARNATAKA — [643, 158, 734, 165]
issue-info-strip — [10, 154, 740, 169]
ad-mahalakshmi-implements[interactable] — [585, 8, 740, 127]
middle-section — [10, 467, 740, 598]
credit-line-3: ಪತ್ರ ಸಂಪಾದಕರು — [72, 47, 98, 53]
info-kannada: ಸಂಪುಟ: 4 ಸಂಚಿಕೆ: 305 05–07–2024 ಶುಕ್ರವಾರ 2024 ಬೆಲೆ: 4 ರೂ. ಪುಟ: 4 — [16, 158, 178, 164]
masthead-left-info — [10, 8, 160, 124]
masthead-city-bullet: • ಹುಬ್ಬಳ್ಳಿ — [10, 12, 27, 18]
info-volume: Volume: 4 — [195, 157, 232, 166]
article-headline-line1: ಮುಡಾ ನಿವೇಶನ — [592, 469, 649, 482]
photo-caption: ಜಯಮೃತ್ಯುಂಜಯ ಸ್ವಾಮೀಜಿ — [485, 593, 525, 599]
